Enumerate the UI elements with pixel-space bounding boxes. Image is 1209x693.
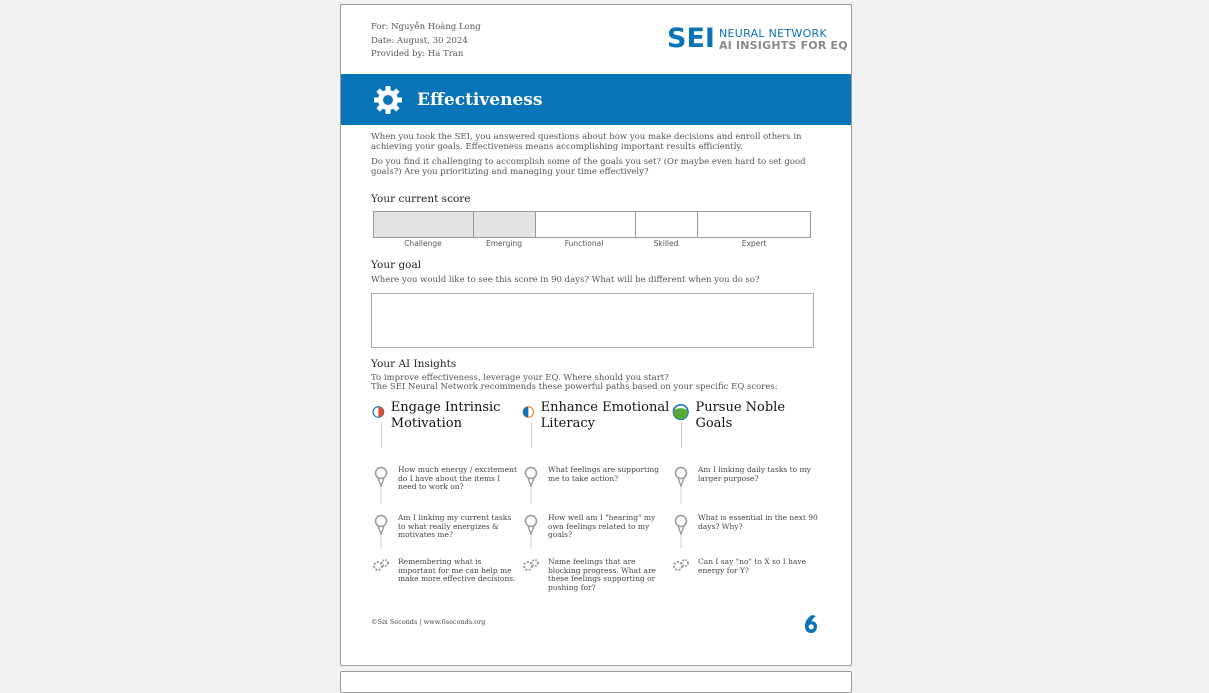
insight-question-2: How well am I "hearing" my own feelings related to my goals? [548,513,656,539]
insight-tip: Remembering what is important for me can help me make more effective decisions. [398,557,516,583]
date-text: Date: August, 30 2024 [371,35,468,46]
gears-icon [522,558,540,572]
insight-question-1: Am I linking daily tasks to my larger purpose? [698,465,811,483]
score-label-skilled: Skilled [653,239,679,248]
score-segment-challenge [374,212,474,237]
insight-tip: Can I say "no" to X so I have energy for Y? [698,557,807,575]
insight-tip: Name feelings that are blocking progress. What are these feelings supporting or pushing for? [548,557,656,592]
score-segment-emerging [474,212,536,237]
lightbulb-icon [672,514,690,550]
lightbulb-icon [522,466,540,506]
insight-question-2: Am I linking my current tasks to what really energizes & motivates me? [398,513,512,539]
column-connector [531,422,532,448]
current-score-heading: Your current score [371,193,471,205]
lightbulb-icon [522,514,540,550]
footer-text: ©Six Seconds | www.6seconds.org [371,618,486,626]
goal-heading: Your goal [371,259,422,271]
intro-paragraph-2: Do you find it challenging to accomplish some of the goals you set? (Or maybe even hard to set good goals?) Are you prioritizing and managing your time effectively? [371,157,806,177]
lightbulb-icon [372,514,390,550]
score-label-emerging: Emerging [486,239,522,248]
insight-column-noble-goals [672,400,822,583]
next-page [340,671,852,693]
score-label-challenge: Challenge [404,239,442,248]
pie-green-icon [672,403,689,421]
score-segment-expert [698,212,810,237]
report-meta [371,21,481,62]
logo-sei-text: SEI [667,23,715,54]
score-segment-functional [536,212,636,237]
section-title: Effectiveness [417,89,543,110]
ai-insights-line2: The SEI Neural Network recommends these powerful paths based on your specific EQ scores: [371,382,778,392]
score-label-functional: Functional [564,239,604,248]
insight-title-noble-goals: Pursue Noble Goals [695,400,786,431]
six-seconds-logo-icon [803,613,819,635]
column-connector [681,422,682,448]
insight-question-1: What feelings are supporting me to take action? [548,465,660,483]
insight-column-emotional-literacy [522,400,672,600]
recipient-text: For: Nguyễn Hoàng Long [371,22,481,32]
pie-red-icon [372,403,385,421]
ai-insights-heading: Your AI Insights [371,358,457,370]
logo-line1: NEURAL NETWORK [718,27,828,40]
goal-input-box[interactable] [371,293,814,348]
insight-title-emotional-literacy: Enhance Emotional Literacy [540,400,670,431]
sei-logo [667,25,848,53]
lightbulb-icon [372,466,390,506]
column-connector [381,422,382,448]
goal-prompt: Where you would like to see this score in 90 days? What will be different when you do so? [371,275,760,285]
gears-icon [372,558,390,572]
score-segment-skilled [636,212,698,237]
report-page [340,4,852,666]
pie-blue-icon [522,403,535,421]
lightbulb-icon [672,466,690,506]
intro-paragraph-1: When you took the SEI, you answered questions about how you make decisions and enroll others in achieving your goals. Effectiveness means accomplishing important results efficiently. [371,132,802,152]
score-scale-labels [373,239,811,251]
score-label-expert: Expert [741,239,767,248]
score-scale [373,211,811,238]
provider-text: Provided by: Ha Tran [371,49,464,59]
insight-question-2: What is essential in the next 90 days? Why? [698,513,818,531]
section-banner [341,74,851,125]
insight-title-motivation: Engage Intrinsic Motivation [390,400,501,431]
logo-line2: AI INSIGHTS FOR EQ [718,39,848,52]
gears-icon [672,558,690,572]
ai-insights-line1: To improve effectiveness, leverage your EQ. Where should you start? [371,373,669,383]
gear-icon [373,85,403,115]
insight-question-1: How much energy / excitement do I have about the items I need to work on? [398,465,517,491]
insight-column-motivation [372,400,522,592]
